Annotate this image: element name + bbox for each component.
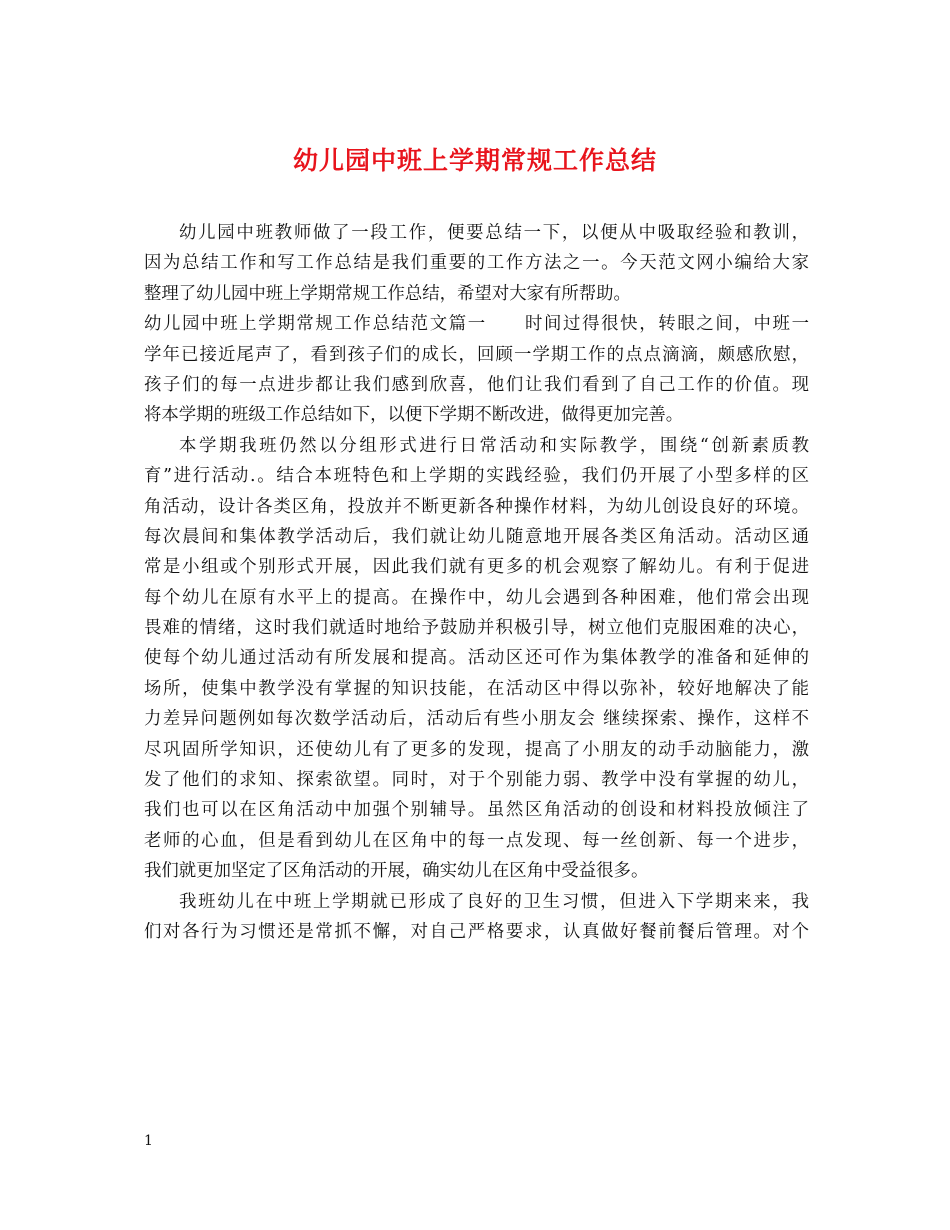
text-line: 整理了幼儿园中班上学期常规工作总结，希望对大家有所帮助。 — [144, 283, 631, 304]
page-number: 1 — [144, 1133, 153, 1149]
text-line: 孩子们的每一点进步都让我们感到欣喜，他们让我们看到了自己工作的价值。现 — [144, 374, 809, 395]
document-title: 幼儿园中班上学期常规工作总结 — [292, 146, 657, 175]
text-line: 我们就更加坚定了区角活动的开展，确实幼儿在区角中受益很多。 — [144, 861, 649, 882]
text-line: 场所，使集中教学没有掌握的知识技能，在活动区中得以弥补，较好地解决了能 — [144, 678, 809, 699]
text-line: 每个幼儿在原有水平上的提高。在操作中，幼儿会遇到各种困难，他们常会出现 — [144, 587, 809, 608]
text-line: 老师的心血，但是看到幼儿在区角中的每一点发现、每一丝创新、每一个进步， — [144, 830, 809, 851]
text-line: 畏难的情绪，这时我们就适时地给予鼓励并积极引导，树立他们克服困难的决心， — [144, 618, 809, 639]
text-line: 本学期我班仍然以分组形式进行日常活动和实际教学，围绕“创新素质教 — [179, 435, 809, 456]
text-line: 幼儿园中班上学期常规工作总结范文篇一 时间过得很快，转眼之间，中班一 — [144, 314, 809, 335]
text-line: 将本学期的班级工作总结如下，以便下学期不断改进，做得更加完善。 — [144, 405, 684, 426]
document-body — [144, 218, 809, 947]
text-line: 育”进行活动.。结合本班特色和上学期的实践经验，我们仍开展了小型多样的区 — [144, 466, 809, 487]
text-line: 我们也可以在区角活动中加强个别辅导。虽然区角活动的创设和材料投放倾注了 — [144, 800, 809, 821]
text-line: 因为总结工作和写工作总结是我们重要的工作方法之一。今天范文网小编给大家 — [144, 253, 809, 274]
text-line: 使每个幼儿通过活动有所发展和提高。活动区还可作为集体教学的准备和延伸的 — [144, 648, 809, 669]
text-line: 角活动，设计各类区角，投放并不断更新各种操作材料，为幼儿创设良好的环境。 — [144, 496, 809, 517]
text-line: 每次晨间和集体教学活动后，我们就让幼儿随意地开展各类区角活动。活动区通 — [144, 526, 809, 547]
text-line: 幼儿园中班教师做了一段工作，便要总结一下，以便从中吸取经验和教训， — [179, 223, 809, 243]
text-line: 常是小组或个别形式开展，因此我们就有更多的机会观察了解幼儿。有利于促进 — [144, 557, 809, 578]
text-line: 尽巩固所学知识，还使幼儿有了更多的发现，提高了小朋友的动手动脑能力，激 — [144, 739, 809, 760]
text-line: 我班幼儿在中班上学期就已形成了良好的卫生习惯，但进入下学期来来，我 — [179, 891, 809, 912]
text-line: 学年已接近尾声了，看到孩子们的成长，回顾一学期工作的点点滴滴，颇感欣慰， — [144, 344, 809, 365]
text-line: 发了他们的求知、探索欲望。同时，对于个别能力弱、教学中没有掌握的幼儿， — [144, 770, 809, 791]
text-line: 力差异问题例如每次数学活动后，活动后有些小朋友会 继续探索、操作，这样不 — [144, 709, 809, 730]
text-line: 们对各行为习惯还是常抓不懈，对自己严格要求，认真做好餐前餐后管理。对个 — [144, 921, 809, 942]
